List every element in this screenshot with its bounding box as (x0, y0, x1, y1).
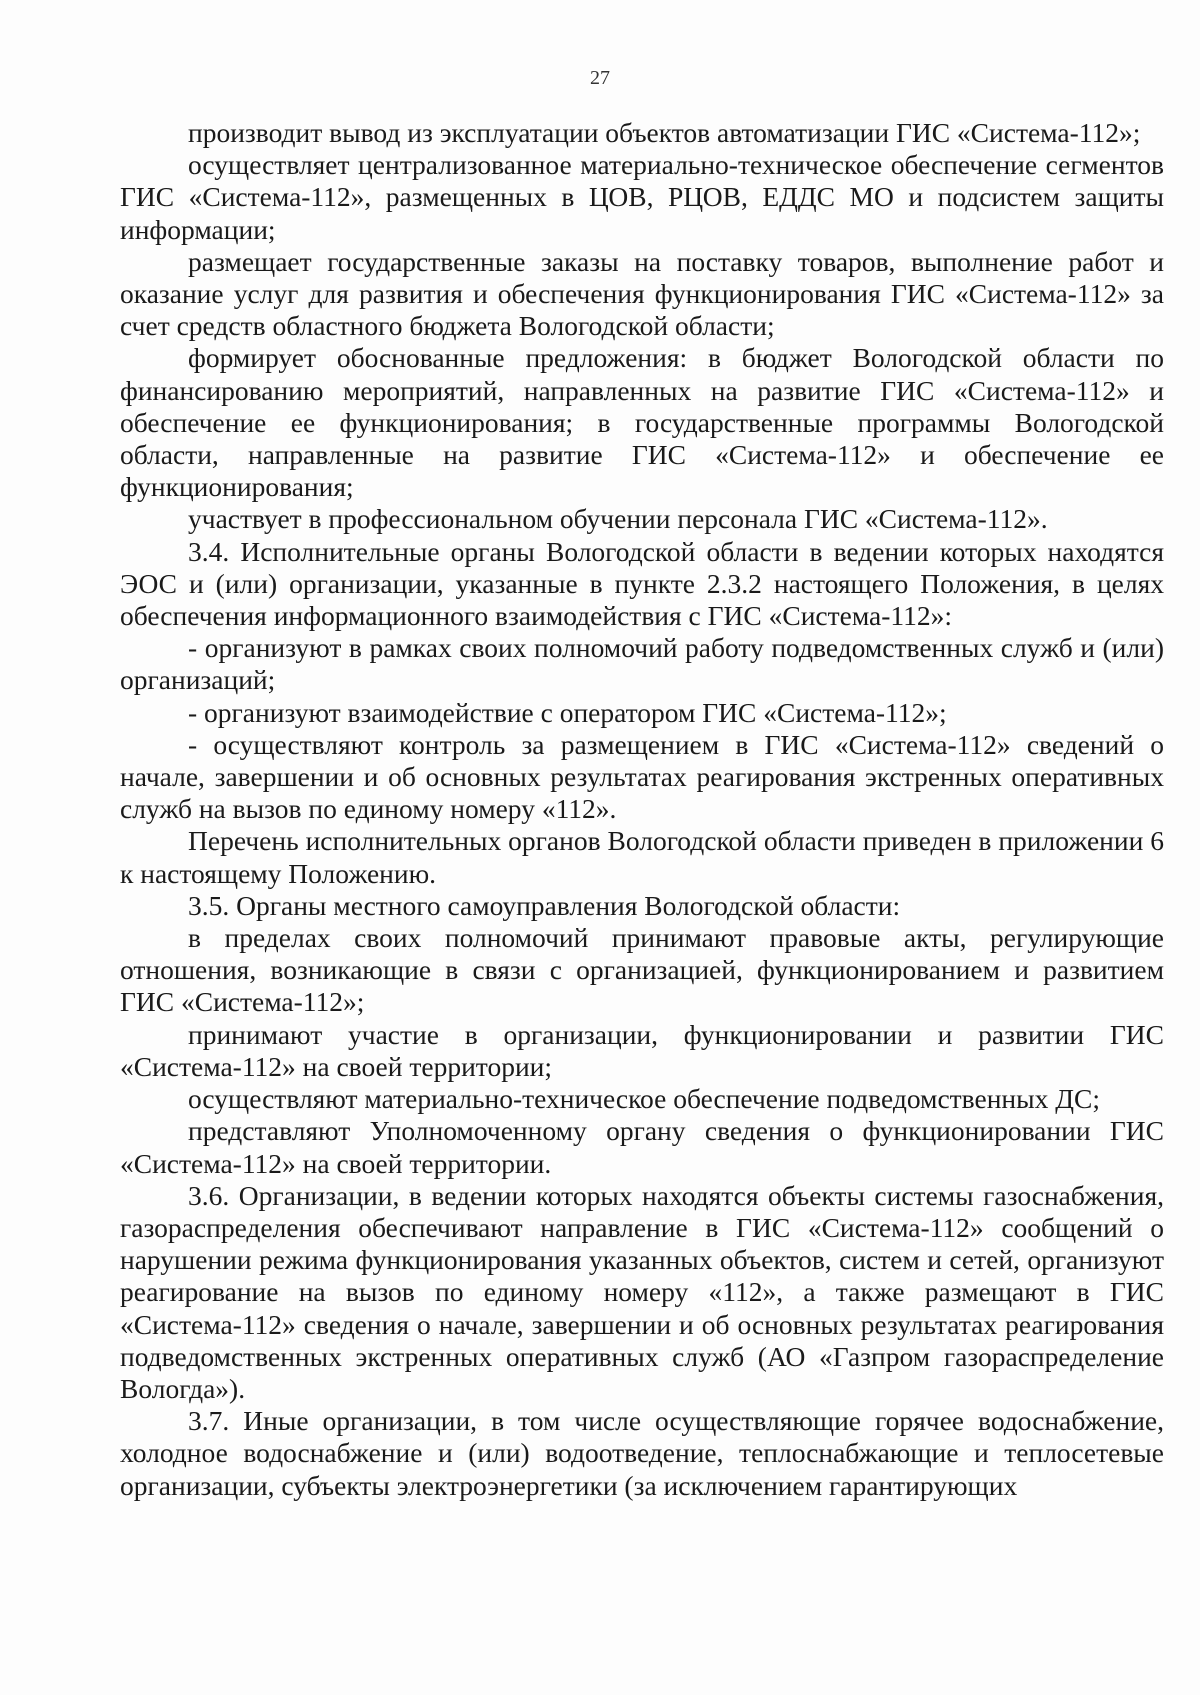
paragraph: - осуществляют контроль за размещением в ГИС «Система-112» сведений о начале, завершении и об основных результатах реагирования экстренных оперативных служб на вызов по единому номеру «112». (120, 728, 1164, 825)
paragraph: 3.4. Исполнительные органы Вологодской области в ведении которых находятся ЭОС и (или) организации, указанные в пункте 2.3.2 настоящего Положения, в целях обеспечения информационного взаимодействия с ГИС «Система-112»: (120, 535, 1164, 632)
paragraph: принимают участие в организации, функционировании и развитии ГИС «Система-112» на своей территории; (120, 1018, 1164, 1082)
paragraph: 3.6. Организации, в ведении которых находятся объекты системы газоснабжения, газораспределения обеспечивают направление в ГИС «Система-112» сообщений о нарушении режима функционирования указанных объектов, систем и сетей, организуют реагирование на вызов по единому номеру «112», а также размещают в ГИС «Система-112» сведения о начале, завершении и об основных результатах реагирования подведомственных экстренных оперативных служб (АО «Газпром газораспределение Вологда»). (120, 1179, 1164, 1404)
paragraph: производит вывод из эксплуатации объектов автоматизации ГИС «Система-112»; (188, 117, 1141, 148)
paragraph: осуществляют материально-техническое обеспечение подведомственных ДС; (188, 1083, 1100, 1115)
paragraph: в пределах своих полномочий принимают правовые акты, регулирующие отношения, возникающие в связи с организацией, функционированием и развитием ГИС «Система-112»; (120, 922, 1164, 1018)
page-number: 27 (590, 67, 610, 89)
paragraph: формирует обоснованные предложения: в бюджет Вологодской области по финансированию мероприятий, направленных на развитие ГИС «Система-112» и обеспечение ее функционирования; в государственные программы Вологодской области, направленные на развитие ГИС «Система-112» и обеспечение ее функционирования; (120, 342, 1164, 503)
paragraph: размещает государственные заказы на поставку товаров, выполнение работ и оказание услуг для развития и обеспечения функционирования ГИС «Система-112» за счет средств областного бюджета Вологодской области; (120, 245, 1164, 342)
document-body (120, 117, 1164, 1502)
paragraph: представляют Уполномоченному органу сведения о функционировании ГИС «Система-112» на своей территории. (120, 1115, 1164, 1179)
paragraph: Перечень исполнительных органов Вологодской области приведен в приложении 6 к настоящему Положению. (120, 825, 1164, 889)
paragraph: 3.7. Иные организации, в том числе осуществляющие горячее водоснабжение, холодное водоснабжение и (или) водоотведение, теплоснабжающие и теплосетевые организации, субъекты электроэнергетики (за исключением гарантирующих (120, 1405, 1164, 1501)
paragraph: - организуют в рамках своих полномочий работу подведомственных служб и (или) организаций; (120, 632, 1164, 696)
paragraph: - организуют взаимодействие с оператором ГИС «Система-112»; (188, 696, 947, 728)
paragraph: участвует в профессиональном обучении персонала ГИС «Система-112». (188, 503, 1048, 535)
paragraph: осуществляет централизованное материально-техническое обеспечение сегментов ГИС «Система-112», размещенных в ЦОВ, РЦОВ, ЕДДС МО и подсистем защиты информации; (120, 149, 1164, 245)
paragraph: 3.5. Органы местного самоуправления Вологодской области: (188, 889, 901, 921)
